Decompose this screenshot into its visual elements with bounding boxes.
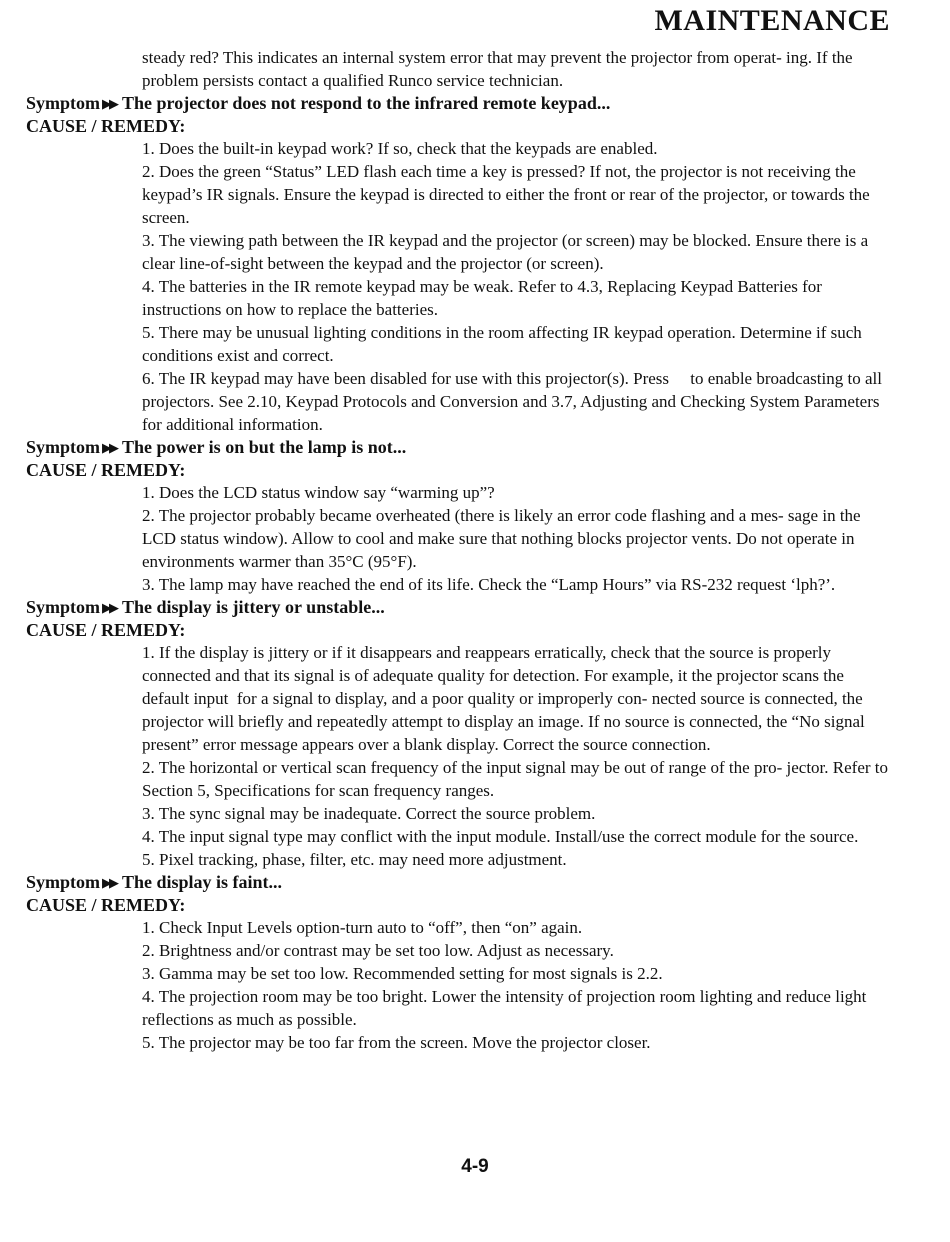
remedy-item: 3. Gamma may be set too low. Recommended setting for most signals is 2.2. bbox=[142, 964, 663, 983]
remedy-item: 2. The projector probably became overheated (there is likely an error code flashing and a mes- sage in the LCD status window). Allow to cool and make sure that nothing blocks projector vents. Do not operate in environments warmer than 35°C (95°F). bbox=[142, 506, 861, 571]
cause-remedy-heading: CAUSE / REMEDY: bbox=[26, 116, 186, 136]
symptom-label: Symptom bbox=[26, 437, 101, 457]
remedy-item: 1. Does the built-in keypad work? If so, check that the keypads are enabled. bbox=[142, 139, 658, 158]
symptom-heading bbox=[26, 871, 950, 894]
page-content bbox=[0, 46, 950, 1054]
cause-remedy-heading: CAUSE / REMEDY: bbox=[26, 620, 186, 640]
remedy-item: 3. The lamp may have reached the end of its life. Check the “Lamp Hours” via RS-232 request ‘lph?’. bbox=[142, 575, 836, 594]
cause-remedy-heading: CAUSE / REMEDY: bbox=[26, 460, 186, 480]
remedy-item: 4. The projection room may be too bright. Lower the intensity of projection room lighting and reduce light reflections as much as possible. bbox=[142, 987, 867, 1029]
remedy-item: 5. The projector may be too far from the screen. Move the projector closer. bbox=[142, 1033, 651, 1052]
symptom-label: Symptom bbox=[26, 872, 101, 892]
remedy-item: 3. The sync signal may be inadequate. Correct the source problem. bbox=[142, 804, 596, 823]
remedy-item: 4. The batteries in the IR remote keypad may be weak. Refer to 4.3, Replacing Keypad Batteries for instructions on how to replace the batteries. bbox=[142, 277, 822, 319]
symptom-text: The projector does not respond to the infrared remote keypad... bbox=[122, 93, 611, 113]
remedy-list bbox=[0, 137, 950, 436]
symptom-heading bbox=[26, 436, 950, 459]
remedy-list bbox=[0, 641, 950, 871]
page-number: 4-9 bbox=[461, 1156, 489, 1177]
symptom-text: The display is faint... bbox=[122, 872, 283, 892]
symptom-label: Symptom bbox=[26, 597, 101, 617]
double-arrow-icon: ▶▶ bbox=[102, 600, 117, 615]
double-arrow-icon: ▶▶ bbox=[102, 875, 117, 890]
remedy-item: 1. If the display is jittery or if it disappears and reappears erratically, check that the source is properly connected and that its signal is of adequate quality for detection. For example, it the projector scans the default input for a signal to display, and a poor quality or improperly con- nected source is connected, the projector will briefly and repeatedly attempt to display an image. If no source is connected, the “No signal present” error message appears over a blank display. Correct the source connection. bbox=[142, 643, 865, 754]
remedy-item: 1. Check Input Levels option-turn auto to “off”, then “on” again. bbox=[142, 918, 583, 937]
symptom-text: The power is on but the lamp is not... bbox=[122, 437, 407, 457]
remedy-item: 4. The input signal type may conflict with the input module. Install/use the correct module for the source. bbox=[142, 827, 859, 846]
remedy-item: 5. Pixel tracking, phase, filter, etc. may need more adjustment. bbox=[142, 850, 567, 869]
double-arrow-icon: ▶▶ bbox=[102, 440, 117, 455]
troubleshooting-sections bbox=[0, 92, 950, 1054]
remedy-item: 2. The horizontal or vertical scan frequency of the input signal may be out of range of the pro- jector. Refer to Section 5, Specifications for scan frequency ranges. bbox=[142, 758, 889, 800]
remedy-list bbox=[0, 916, 950, 1054]
remedy-item: 6. The IR keypad may have been disabled for use with this projector(s). Press to enable broadcasting to all projectors. See 2.10, Keypad Protocols and Conversion and 3.7, Adjusting and Checking System Parameters for additional information. bbox=[142, 369, 882, 434]
remedy-list bbox=[0, 481, 950, 596]
remedy-item: 5. There may be unusual lighting conditions in the room affecting IR keypad operation. Determine if such conditions exist and correct. bbox=[142, 323, 862, 365]
symptom-heading bbox=[26, 596, 950, 619]
remedy-item: 2. Does the green “Status” LED flash each time a key is pressed? If not, the projector is not receiving the keypad’s IR signals. Ensure the keypad is directed to either the front or rear of the projector, or towards the screen. bbox=[142, 162, 870, 227]
page-header-title: MAINTENANCE bbox=[654, 4, 890, 37]
remedy-item: 3. The viewing path between the IR keypad and the projector (or screen) may be blocked. Ensure there is a clear line-of-sight between the keypad and the projector (or screen). bbox=[142, 231, 869, 273]
remedy-item: 1. Does the LCD status window say “warming up”? bbox=[142, 483, 495, 502]
intro-paragraph: steady red? This indicates an internal system error that may prevent the projector from operat- ing. If the problem persists contact a qualified Runco service technician. bbox=[142, 48, 853, 90]
remedy-item: 2. Brightness and/or contrast may be set too low. Adjust as necessary. bbox=[142, 941, 614, 960]
symptom-heading bbox=[26, 92, 950, 115]
cause-remedy-heading: CAUSE / REMEDY: bbox=[26, 895, 186, 915]
double-arrow-icon: ▶▶ bbox=[102, 96, 117, 111]
symptom-text: The display is jittery or unstable... bbox=[122, 597, 385, 617]
symptom-label: Symptom bbox=[26, 93, 101, 113]
